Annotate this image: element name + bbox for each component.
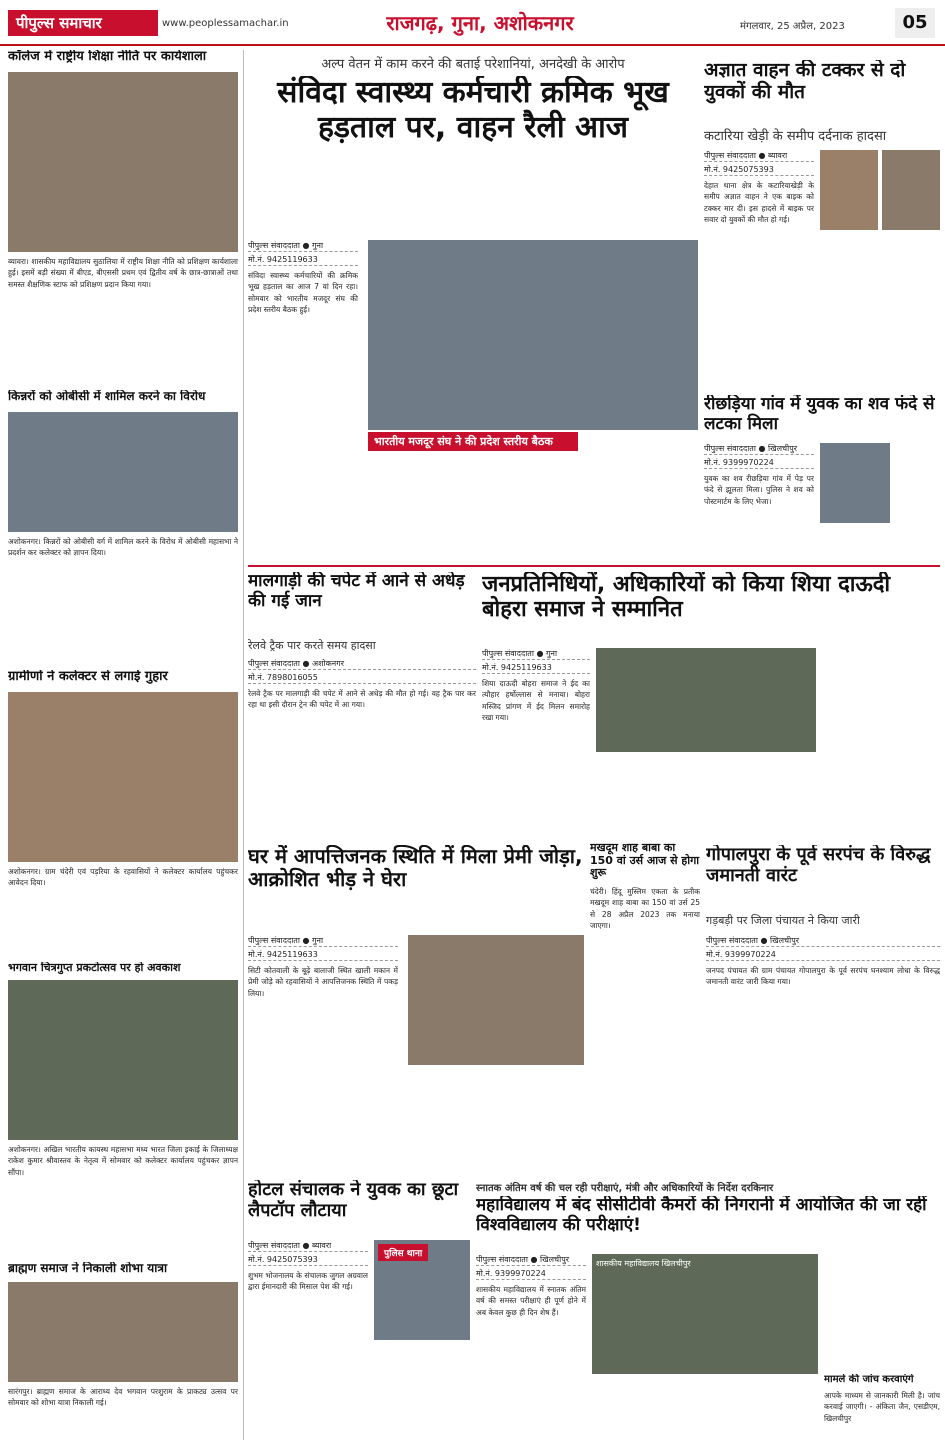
hanging-body: युवक का शव रीछड़िया गांव में पेड़ पर फंदे से झूलता मिला। पुलिस ने शव को पोस्टमार्टम के लिए भेजा। bbox=[704, 474, 814, 506]
exam-mobile: मो.नं. 9399970224 bbox=[476, 1268, 586, 1280]
kinnar-obc-body: अशोकनगर। किन्नरों को ओबीसी वर्ग में शामिल करने के विरोध में ओबीसी महासभा ने प्रदर्शन कर कलेक्टर को ज्ञापन दिया। bbox=[8, 537, 238, 558]
newspaper-logo: पीपुल्स समाचार bbox=[8, 10, 158, 36]
lead-body: संविदा स्वास्थ्य कर्मचारियों की क्रमिक भूख हड़ताल का आज 7 वां दिन रहा। सोमवार को भारतीय मजदूर संघ की प्रदेश स्तरीय बैठक हुई। bbox=[248, 271, 358, 314]
accident-headline: अज्ञात वाहन की टक्कर से दो युवकों की मौत bbox=[704, 60, 906, 103]
police-station-sign: पुलिस थाना bbox=[378, 1244, 428, 1261]
laptop-story bbox=[248, 1180, 470, 1440]
train-body: रेलवे ट्रैक पर मालगाड़ी की चपेट में आने से अधेड़ की मौत हो गई। वह ट्रैक पार कर रहा था इसी दौरान ट्रेन की चपेट में आ गया। bbox=[248, 689, 476, 710]
warrant-byline: पीपुल्स संवाददाता ● खिलचीपुर bbox=[706, 935, 940, 947]
lead-photo bbox=[368, 240, 698, 430]
bohra-photo bbox=[596, 648, 816, 752]
train-headline: मालगाड़ी की चपेट में आने से अधेड़ की गई जान bbox=[248, 572, 465, 611]
makhdum-story bbox=[590, 842, 700, 1022]
lead-headline: संविदा स्वास्थ्य कर्मचारी क्रमिक भूख हड़ताल पर, वाहन रैली आज bbox=[277, 76, 669, 145]
bohra-body: शिया दाऊदी बोहरा समाज ने ईद का त्यौहार हर्षोल्लास से मनाया। बोहरा मस्जिद प्रांगण में ईद मिलन समारोह रखा गया। bbox=[482, 679, 590, 722]
lead-kicker: अल्प वेतन में काम करने की बताई परेशानियां, अनदेखी के आरोप bbox=[321, 57, 625, 72]
bohra-byline: पीपुल्स संवाददाता ● गुना bbox=[482, 648, 590, 660]
victim-photo-2 bbox=[882, 150, 940, 230]
train-mobile: मो.नं. 7898016055 bbox=[248, 672, 476, 684]
couple-byline: पीपुल्स संवाददाता ● गुना bbox=[248, 935, 398, 947]
makhdum-body: चंदेरी। हिंदू मुस्लिम एकता के प्रतीक मखदूम शाह बाबा का 150 वां उर्स 25 से 28 अप्रैल 2023 तक मनाया जाएगा। bbox=[590, 887, 700, 930]
villagers-photo bbox=[8, 692, 238, 862]
college-workshop-body: ब्यावरा। शासकीय महाविद्यालय सुठालिया में राष्ट्रीय शिक्षा नीति को प्रशिक्षण कार्यशाला हुई। इसमें बड़ी संख्या में बीएड, बीएससी प्रथम एवं द्वितीय वर्ष के छात्र-छात्राओं तथा समस्त शैक्षणिक स्टाफ को प्रशिक्षण प्रदान किया गया। bbox=[8, 257, 238, 289]
chitragupta-body: अशोकनगर। अखिल भारतीय कायस्थ महासभा मध्य भारत जिला इकाई के जिलाध्यक्ष राकेश कुमार श्रीवास्तव के नेतृत्व में सोमवार को कलेक्टर कार्यालय पहुंचकर ज्ञापन सौंपा। bbox=[8, 1145, 238, 1177]
villagers-headline: ग्रामीणों ने कलेक्टर से लगाई गुहार bbox=[8, 670, 168, 684]
accident-body: देहात थाना क्षेत्र के कटारियाखेड़ी के समीप अज्ञात वाहन ने एक बाइक को टक्कर मार दी। इस हादसे में बाइक पर सवार दो युवकों की मौत हो गई। bbox=[704, 181, 814, 224]
police-station-photo bbox=[374, 1240, 470, 1340]
lead-mobile: मो.नं. 9425119633 bbox=[248, 254, 358, 266]
bohra-story bbox=[482, 572, 940, 842]
hanging-story bbox=[704, 395, 940, 575]
warrant-mobile: मो.नं. 9399970224 bbox=[706, 949, 940, 961]
college-building-photo bbox=[592, 1254, 818, 1374]
warrant-story bbox=[706, 845, 940, 1165]
couple-mobile: मो.नं. 9425119633 bbox=[248, 949, 398, 961]
website-url[interactable]: www.peoplessamachar.in bbox=[162, 18, 289, 29]
college-sign: शासकीय महाविद्यालय खिलचीपुर bbox=[596, 1259, 691, 1268]
issue-date: मंगलवार, 25 अप्रैल, 2023 bbox=[740, 21, 845, 32]
train-story bbox=[248, 572, 476, 822]
chitragupta-photo bbox=[8, 980, 238, 1140]
kinnar-obc-photo bbox=[8, 412, 238, 532]
hanging-mobile: मो.नं. 9399970224 bbox=[704, 457, 814, 469]
lead-photo-caption: भारतीय मजदूर संघ ने की प्रदेश स्तरीय बैठक bbox=[368, 432, 578, 451]
hanging-headline: रीछड़िया गांव में युवक का शव फंदे से लटका मिला bbox=[704, 395, 935, 434]
laptop-mobile: मो.नं. 9425075393 bbox=[248, 1254, 368, 1266]
exam-kicker: स्नातक अंतिम वर्ष की चल रही परीक्षाएं, मंत्री और अधिकारियों के निर्देश दरकिनार bbox=[476, 1183, 774, 1194]
bohra-mobile: मो.नं. 9425119633 bbox=[482, 662, 590, 674]
column-divider bbox=[243, 50, 244, 1440]
couple-crowd-photo bbox=[408, 935, 584, 1065]
chitragupta-headline: भगवान चित्रगुप्त प्रकटोत्सव पर हो अवकाश bbox=[8, 962, 181, 974]
inquiry-body: आपके माध्यम से जानकारी मिली है। जांच करवाई जाएगी। - अंकिता जैन, एसडीएम, खिलचीपुर bbox=[824, 1391, 940, 1423]
brahmin-yatra-photo bbox=[8, 1282, 238, 1382]
bohra-headline: जनप्रतिनिधियों, अधिकारियों को किया शिया दाऊदी बोहरा समाज ने सम्मानित bbox=[482, 572, 891, 623]
exam-story bbox=[476, 1180, 940, 1440]
kinnar-obc-headline: किन्नरों को ओबीसी में शामिल करने का विरोध bbox=[8, 390, 206, 403]
train-kicker: रेलवे ट्रैक पार करते समय हादसा bbox=[248, 639, 376, 652]
warrant-kicker: गड़बड़ी पर जिला पंचायत ने किया जारी bbox=[706, 914, 860, 927]
couple-story bbox=[248, 845, 584, 1175]
hanging-victim-photo bbox=[820, 443, 890, 523]
college-workshop-photo bbox=[8, 72, 238, 252]
page-number: 05 bbox=[895, 8, 935, 38]
lead-story bbox=[248, 50, 698, 560]
masthead bbox=[0, 0, 945, 46]
laptop-body: शुभम भोजनालय के संचालक जुगल अग्रवाल द्वारा ईमानदारी की मिसाल पेश की गई। bbox=[248, 1271, 368, 1292]
left-column bbox=[8, 50, 238, 1440]
couple-headline: घर में आपत्तिजनक स्थिति में मिला प्रेमी जोड़ा, आक्रोशित भीड़ ने घेरा bbox=[248, 845, 583, 891]
laptop-byline: पीपुल्स संवाददाता ● ब्यावरा bbox=[248, 1240, 368, 1252]
villagers-body: अशोकनगर। ग्राम चंदेरी एवं पड़रिया के रहवासियों ने कलेक्टर कार्यालय पहुंचकर आवेदन दिया। bbox=[8, 867, 238, 888]
exam-body: शासकीय महाविद्यालय में स्नातक अंतिम वर्ष की समस्त परीक्षाएं ही पूर्ण होने में अब केवल कुछ ही दिन शेष हैं। bbox=[476, 1285, 586, 1317]
laptop-headline: होटल संचालक ने युवक का छूटा लैपटॉप लौटाया bbox=[248, 1180, 459, 1221]
makhdum-headline: मखदूम शाह बाबा का 150 वां उर्स आज से होगा शुरू bbox=[590, 842, 700, 880]
accident-story bbox=[704, 50, 940, 390]
exam-byline: पीपुल्स संवाददाता ● खिलचीपुर bbox=[476, 1254, 586, 1266]
brahmin-yatra-headline: ब्राह्मण समाज ने निकाली शोभा यात्रा bbox=[8, 1262, 168, 1275]
section-divider bbox=[248, 565, 940, 567]
warrant-headline: गोपालपुरा के पूर्व सरपंच के विरुद्ध जमानती वारंट bbox=[706, 845, 931, 886]
warrant-body: जनपद पंचायत की ग्राम पंचायत गोपालपुरा के पूर्व सरपंच घनश्याम लोधा के विरुद्ध जमानती वारंट जारी किया गया। bbox=[706, 966, 940, 987]
accident-mobile: मो.नं. 9425075393 bbox=[704, 164, 814, 176]
region-title: राजगढ़, गुना, अशोकनगर bbox=[386, 11, 574, 35]
hanging-byline: पीपुल्स संवाददाता ● खिलचीपुर bbox=[704, 443, 814, 455]
lead-byline: पीपुल्स संवाददाता ● गुना bbox=[248, 240, 358, 252]
couple-body: सिटी कोतवाली के बूढ़े बालाजी स्थित खाली मकान में प्रेमी जोड़े को रहवासियों ने आपत्तिजनक स्थिति में पकड़ लिया। bbox=[248, 966, 398, 998]
exam-headline: महाविद्यालय में बंद सीसीटीवी कैमरों की निगरानी में आयोजित की जा रहीं विश्वविद्यालय की परीक्षाएं! bbox=[476, 1196, 927, 1235]
inquiry-headline: मामले की जांच करवाएंगे bbox=[824, 1374, 914, 1385]
brahmin-yatra-body: सारंगपुर। ब्राह्मण समाज के आराध्य देव भगवान परशुराम के प्राकट्य उत्सव पर सोमवार को शोभा यात्रा निकाली गई। bbox=[8, 1387, 238, 1408]
accident-byline: पीपुल्स संवाददाता ● ब्यावरा bbox=[704, 150, 814, 162]
victim-photo-1 bbox=[820, 150, 878, 230]
train-byline: पीपुल्स संवाददाता ● अशोकनगर bbox=[248, 658, 476, 670]
college-workshop-headline: कॉलेज में राष्ट्रीय शिक्षा नीति पर कार्यशाला bbox=[8, 50, 207, 64]
accident-kicker: कटारिया खेड़ी के समीप दर्दनाक हादसा bbox=[704, 129, 887, 144]
